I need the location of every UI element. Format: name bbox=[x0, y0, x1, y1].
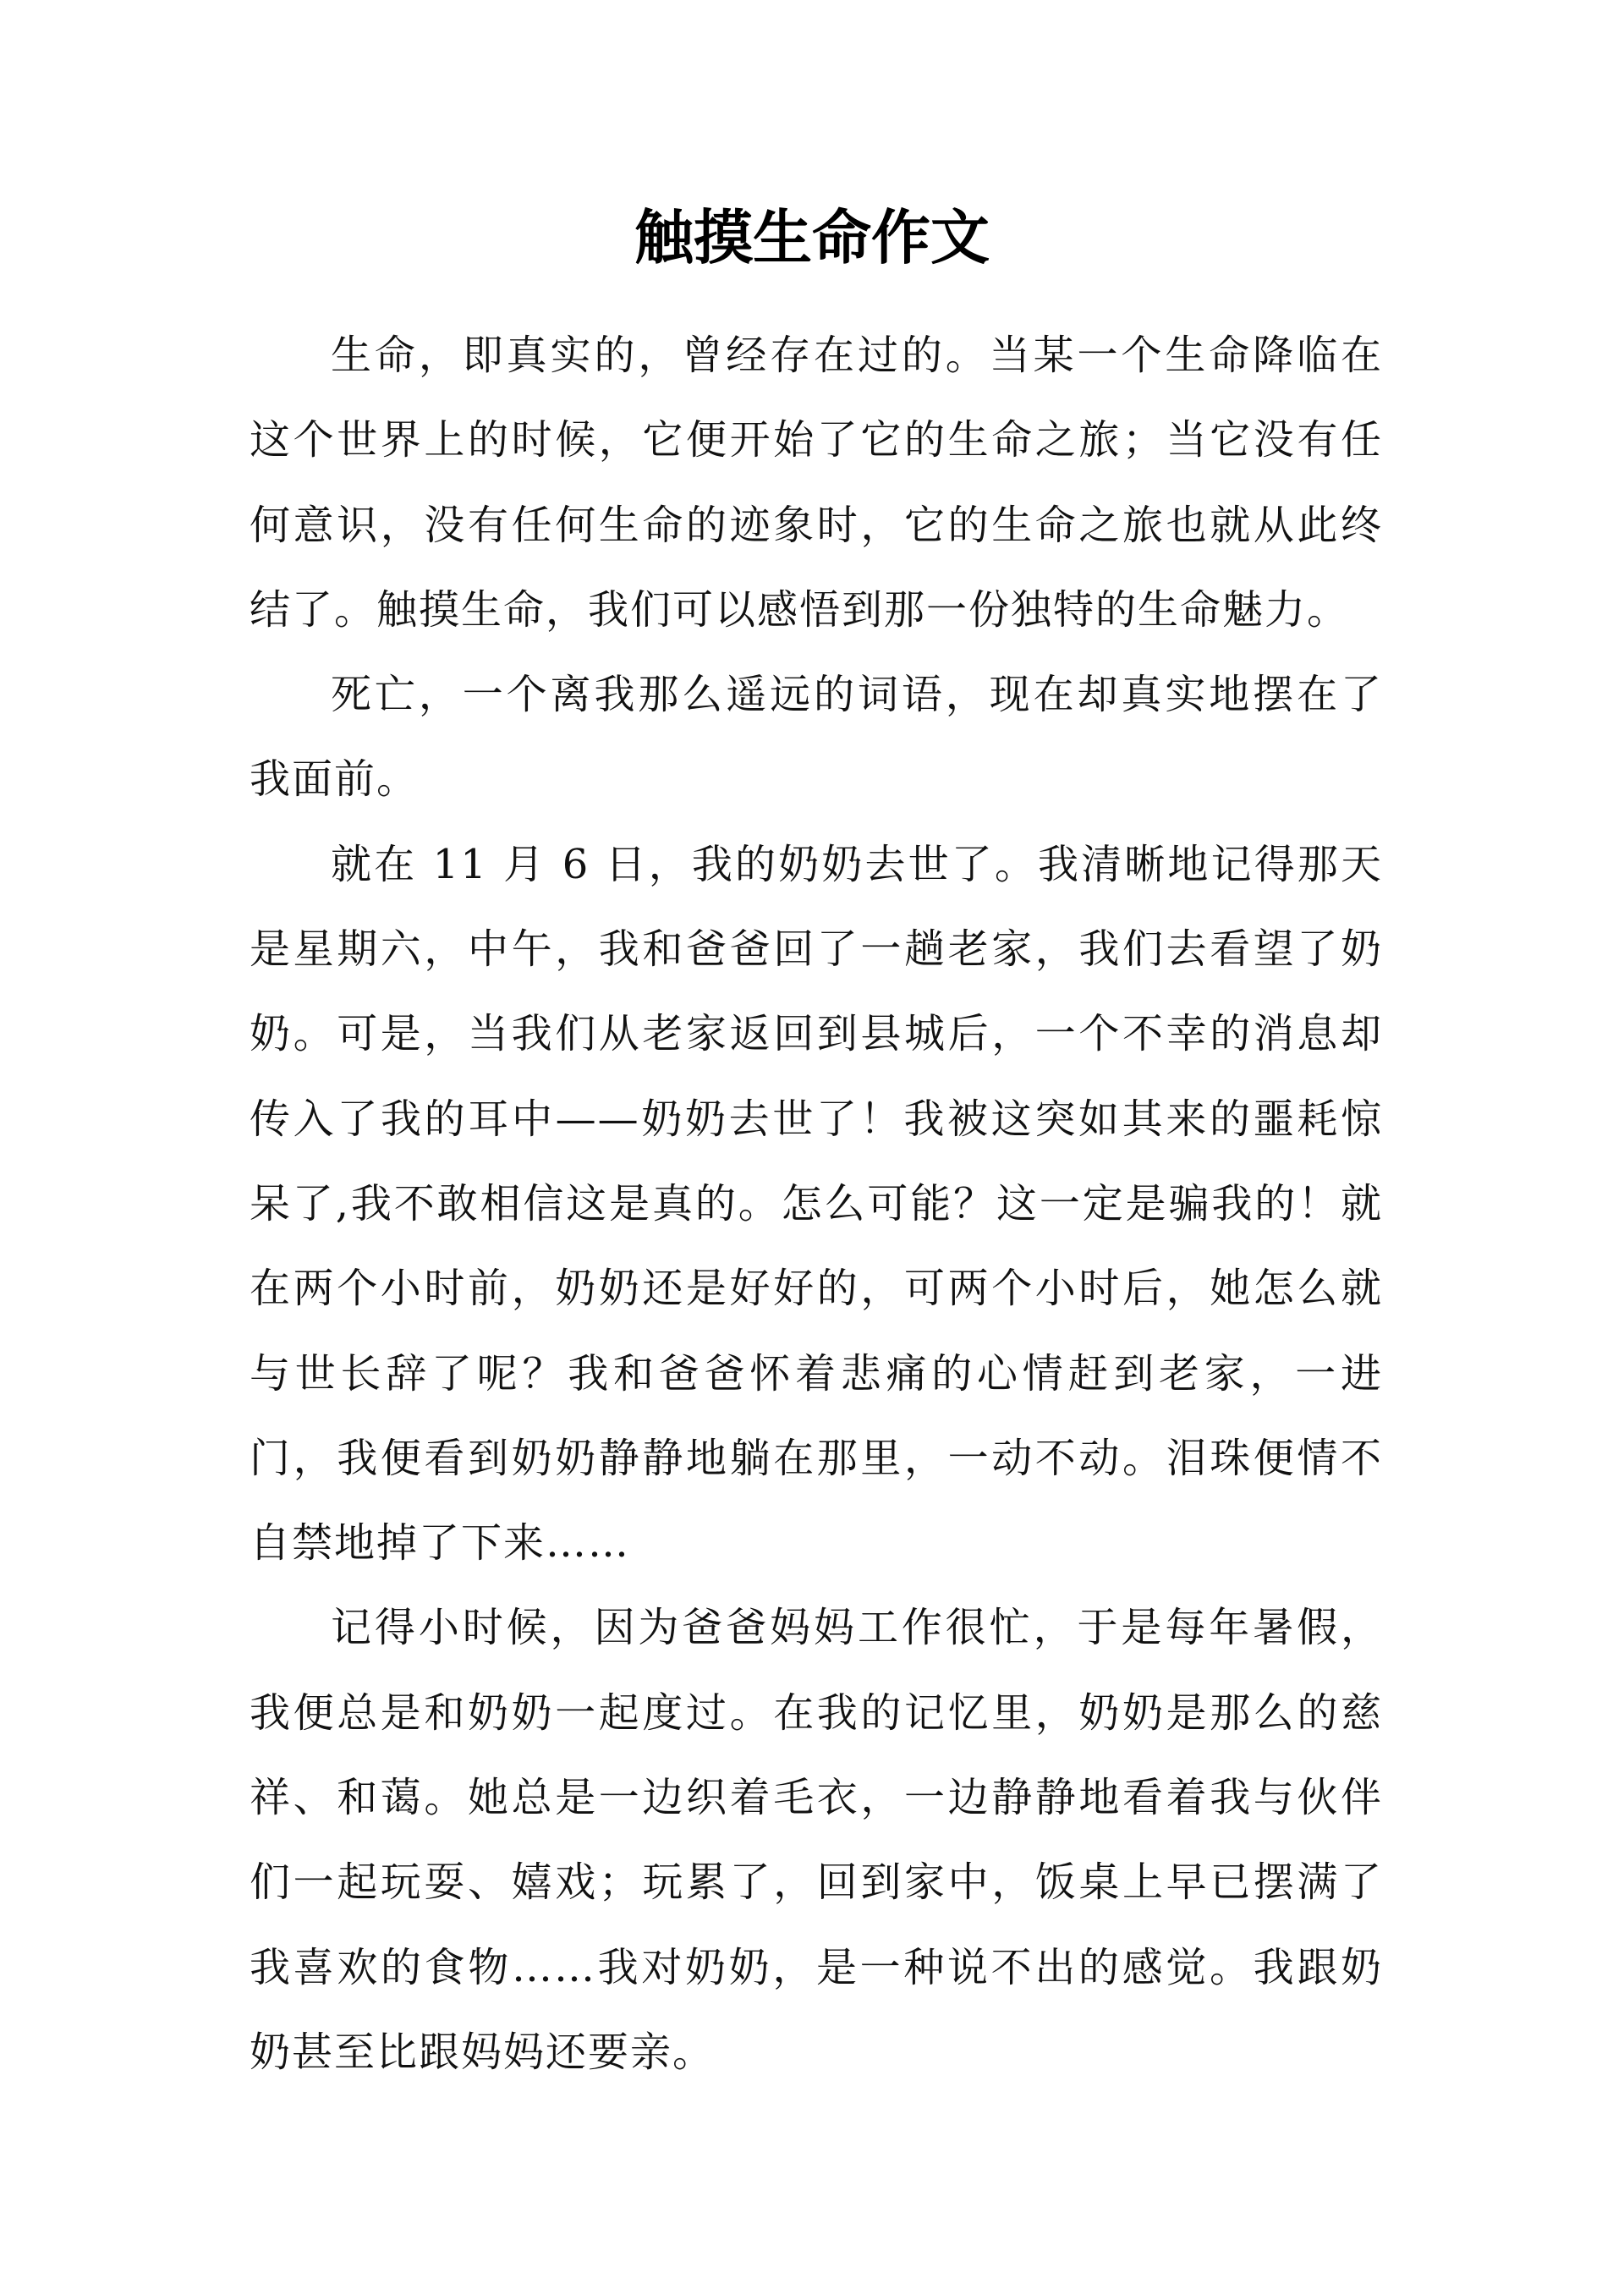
paragraph-4: 记得小时候，因为爸爸妈妈工作很忙，于是每年暑假，我便总是和奶奶一起度过。在我的记忆里，奶奶是那么的慈祥、和蔼。她总是一边织着毛衣，一边静静地看着我与伙伴们一起玩耍、嬉戏；玩累了，回到家中，饭桌上早已摆满了我喜欢的食物……我对奶奶，是一种说不出的感觉。我跟奶奶甚至比跟妈妈还要亲。 bbox=[250, 1604, 1383, 2076]
paragraph-3: 就在 11 月 6 日，我的奶奶去世了。我清晰地记得那天是星期六，中午，我和爸爸回了一趟老家，我们去看望了奶奶。可是，当我们从老家返回到县城后，一个不幸的消息却传入了我的耳中——奶奶去世了！我被这突如其来的噩耗惊呆了,我不敢相信这是真的。怎么可能？这一定是骗我的！就在两个小时前，奶奶还是好好的，可两个小时后，她怎么就与世长辞了呢？我和爸爸怀着悲痛的心情赶到老家，一进门，我便看到奶奶静静地躺在那里，一动不动。泪珠便情不自禁地掉了下来…… bbox=[250, 840, 1383, 1568]
paragraph-2: 死亡，一个离我那么遥远的词语，现在却真实地摆在了我面前。 bbox=[250, 671, 1383, 804]
document-title: 触摸生命作文 bbox=[634, 203, 990, 272]
document-body bbox=[250, 313, 1383, 2095]
paragraph-1: 生命，即真实的，曾经存在过的。当某一个生命降临在这个世界上的时候，它便开始了它的生命之旅；当它没有任何意识，没有任何生命的迹象时，它的生命之旅也就从此终结了。触摸生命，我们可以感悟到那一份独特的生命魅力。 bbox=[250, 332, 1383, 634]
